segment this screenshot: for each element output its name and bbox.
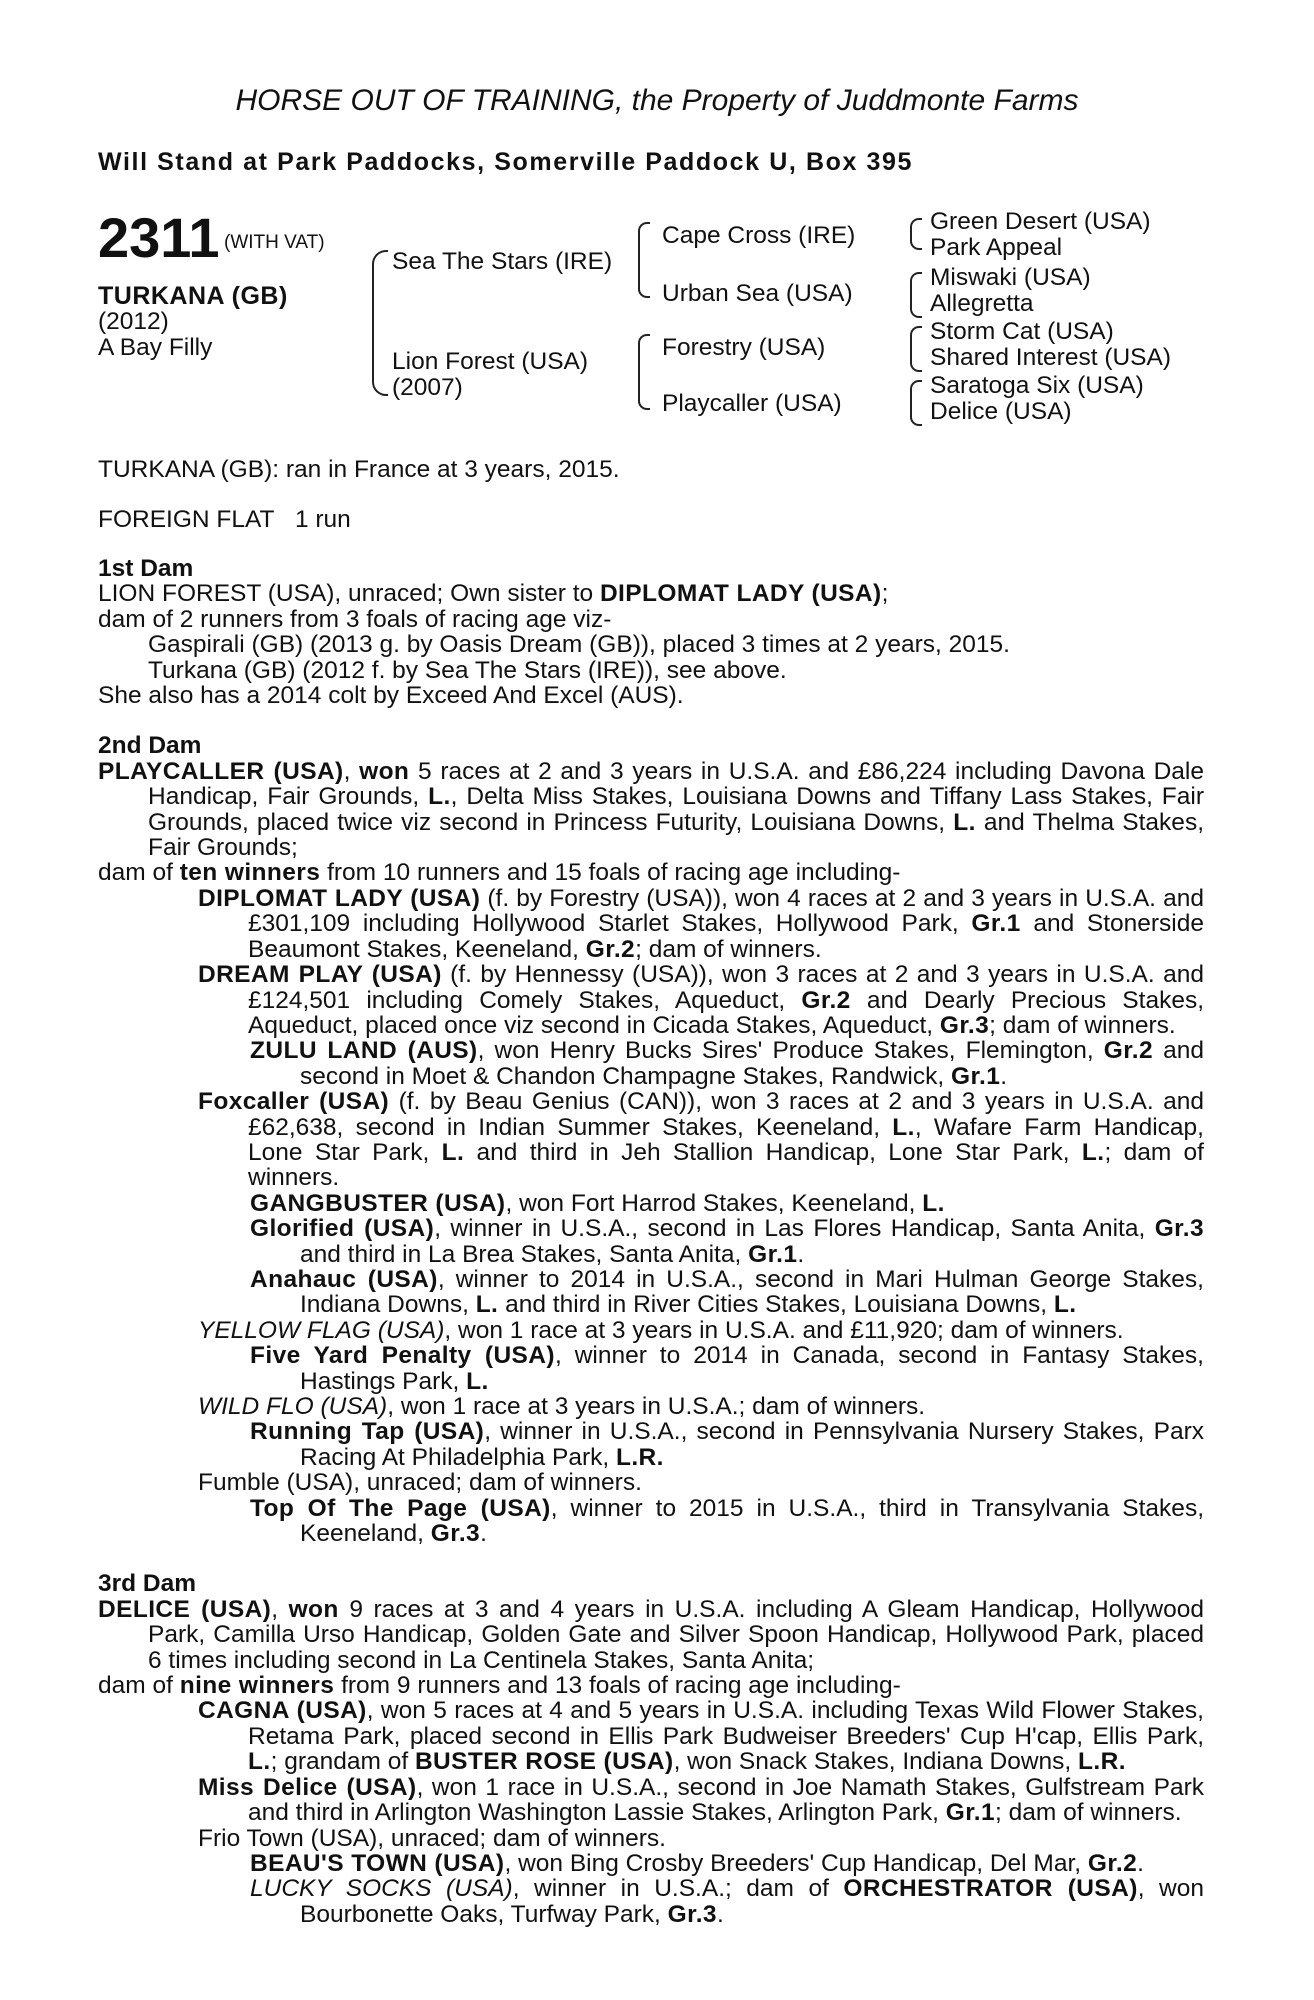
progeny-miss-delice: Miss Delice (USA), won 1 race in U.S.A., second in Joe Namath Stakes, Gulfstream Park and third in Arlington Washington Lassie Stakes, Arlington Park, Gr.1; dam of winners.	[198, 1773, 1204, 1827]
pedigree-sds: Miswaki (USA)	[930, 264, 1091, 291]
second-dam-heading: 2nd Dam	[98, 732, 202, 760]
progeny-diplomat-lady: DIPLOMAT LADY (USA) (f. by Forestry (USA)), won 4 races at 2 and 3 years in U.S.A. and £301,109 including Hollywood Starlet Stakes, Hollywood Park, Gr.1 and Stonerside Beaumont Stakes, Keeneland, Gr.2; dam of winners.	[198, 884, 1204, 963]
progeny-zulu-land: ZULU LAND (AUS), won Henry Bucks Sires' Produce Stakes, Flemington, Gr.2 and second in Moet & Chandon Champagne Stakes, Randwick, Gr.1.	[250, 1037, 1204, 1090]
pedigree-sdd: Allegretta	[930, 290, 1034, 317]
first-dam-heading: 1st Dam	[98, 555, 194, 582]
pedigree-ddd: Delice (USA)	[930, 398, 1072, 425]
foreign-flat-runs: 1 run	[294, 506, 351, 533]
progeny-anahauc: Anahauc (USA), winner to 2014 in U.S.A., second in Mari Hulman George Stakes, Indiana Downs, L. and third in River Cities Stakes, Louisiana Downs, L.	[250, 1265, 1204, 1319]
first-dam-colt-note: She also has a 2014 colt by Exceed And Excel (AUS).	[98, 682, 684, 710]
third-dam-dam-of: dam of nine winners from 9 runners and 13 foals of racing age including-	[98, 1672, 901, 1700]
third-dam-entry: DELICE (USA), won 9 races at 3 and 4 years in U.S.A. including A Gleam Handicap, Hollywood Park, Camilla Urso Handicap, Golden Gate and Silver Spoon Handicap, Hollywood Park, placed 6 times including second in La Centinela Stakes, Santa Anita;	[98, 1595, 1204, 1674]
progeny-dream-play: DREAM PLAY (USA) (f. by Hennessy (USA)), won 3 races at 2 and 3 years in U.S.A. and £124,501 including Comely Stakes, Aqueduct, Gr.2 and Dearly Precious Stakes, Aqueduct, placed once viz second in Cicada Stakes, Aqueduct, Gr.3; dam of winners.	[198, 961, 1204, 1039]
progeny-gangbuster: GANGBUSTER (USA), won Fort Harrod Stakes, Keeneland, L.	[250, 1189, 945, 1217]
first-dam-line: LION FOREST (USA), unraced; Own sister to DIPLOMAT LADY (USA);	[98, 580, 889, 608]
pedigree-sire: Sea The Stars (IRE)	[392, 248, 613, 275]
pedigree-brace-3	[910, 326, 922, 372]
pedigree-brace-2	[910, 272, 922, 318]
progeny-fumble: Fumble (USA), unraced; dam of winners.	[198, 1469, 642, 1497]
progeny-cagna: CAGNA (USA), won 5 races at 4 and 5 years in U.S.A. including Texas Wild Flower Stakes, Retama Park, placed second in Ellis Park Budweiser Breeders' Cup H'cap, Ellis Park, L.; grandam of BUSTER ROSE (USA), won Snack Stakes, Indiana Downs, L.R.	[198, 1697, 1204, 1776]
progeny-yellow-flag: YELLOW FLAG (USA), won 1 race at 3 years in U.S.A. and £11,920; dam of winners.	[198, 1316, 1124, 1344]
pedigree-dss: Storm Cat (USA)	[930, 318, 1114, 345]
stand-location: Will Stand at Park Paddocks, Somerville Paddock U, Box 395	[98, 148, 914, 176]
race-summary: TURKANA (GB): ran in France at 3 years, 2015.	[98, 456, 620, 483]
progeny-foxcaller: Foxcaller (USA) (f. by Beau Genius (CAN)), won 3 races at 2 and 3 years in U.S.A. and £62,638, second in Indian Summer Stakes, Keeneland, L., Wafare Farm Handicap, Lone Star Park, L. and third in Jeh Stallion Handicap, Lone Star Park, L.; dam of winners.	[198, 1088, 1204, 1192]
pedigree-ssd: Park Appeal	[930, 234, 1063, 261]
foreign-flat-label: FOREIGN FLAT	[98, 506, 275, 533]
pedigree-brace-main	[372, 250, 388, 396]
pedigree-brace-1	[910, 218, 922, 250]
lot-number: 2311	[98, 206, 220, 269]
pedigree-brace-dam	[638, 334, 650, 410]
pedigree-brace-sire	[638, 222, 650, 298]
pedigree-dds: Saratoga Six (USA)	[930, 372, 1144, 399]
page-title: HORSE OUT OF TRAINING, the Property of Juddmonte Farms	[235, 84, 1079, 117]
pedigree-dd: Playcaller (USA)	[662, 390, 842, 417]
progeny-beaus-town: BEAU'S TOWN (USA), won Bing Crosby Breeders' Cup Handicap, Del Mar, Gr.2.	[250, 1849, 1144, 1877]
pedigree-ds: Forestry (USA)	[662, 334, 826, 361]
progeny-glorified: Glorified (USA), winner in U.S.A., second in Las Flores Handicap, Santa Anita, Gr.3 and third in La Brea Stakes, Santa Anita, Gr.1.	[250, 1215, 1204, 1268]
progeny-running-tap: Running Tap (USA), winner in U.S.A., second in Pennsylvania Nursery Stakes, Parx Racing At Philadelphia Park, L.R.	[250, 1418, 1205, 1471]
pedigree-dam: Lion Forest (USA)	[392, 348, 589, 375]
pedigree-sd: Urban Sea (USA)	[662, 280, 853, 307]
pedigree-brace-4	[910, 380, 922, 426]
progeny-top-of-the-page: Top Of The Page (USA), winner to 2015 in U.S.A., third in Transylvania Stakes, Keeneland, Gr.3.	[250, 1494, 1204, 1548]
progeny-frio-town: Frio Town (USA), unraced; dam of winners.	[198, 1824, 666, 1852]
horse-name: TURKANA (GB)	[98, 282, 288, 310]
progeny-wild-flo: WILD FLO (USA), won 1 race at 3 years in U.S.A.; dam of winners.	[198, 1393, 926, 1420]
pedigree-sss: Green Desert (USA)	[930, 208, 1151, 235]
progeny-lucky-socks: LUCKY SOCKS (USA), winner in U.S.A.; dam of ORCHESTRATOR (USA), won Bourbonette Oaks, Turfway Park, Gr.3.	[250, 1875, 1204, 1928]
foreign-flat	[98, 506, 351, 534]
second-dam-entry: PLAYCALLER (USA), won 5 races at 2 and 3 years in U.S.A. and £86,224 including Davona Dale Handicap, Fair Grounds, L., Delta Miss Stakes, Louisiana Downs and Tiffany Lass Stakes, Fair Grounds, placed twice viz second in Princess Futurity, Louisiana Downs, L. and Thelma Stakes, Fair Grounds;	[98, 757, 1204, 862]
first-dam-foal-1: Gaspirali (GB) (2013 g. by Oasis Dream (GB)), placed 3 times at 2 years, 2015.	[148, 631, 1010, 659]
horse-description: A Bay Filly	[98, 334, 213, 361]
horse-year: (2012)	[98, 308, 169, 335]
pedigree-notes	[98, 556, 1204, 1927]
second-dam-dam-of: dam of ten winners from 10 runners and 15 foals of racing age including-	[98, 859, 901, 887]
pedigree-ss: Cape Cross (IRE)	[662, 222, 856, 249]
vat-note: (WITH VAT)	[224, 232, 325, 253]
first-dam-dam-of: dam of 2 runners from 3 foals of racing age viz-	[98, 605, 612, 633]
pedigree-dsd: Shared Interest (USA)	[930, 344, 1172, 371]
pedigree-dam-year: (2007)	[392, 374, 463, 401]
progeny-five-yard-penalty: Five Yard Penalty (USA), winner to 2014 in Canada, second in Fantasy Stakes, Hastings Park, L.	[250, 1342, 1204, 1395]
first-dam-foal-2: Turkana (GB) (2012 f. by Sea The Stars (IRE)), see above.	[148, 656, 787, 684]
third-dam-heading: 3rd Dam	[98, 1570, 197, 1598]
